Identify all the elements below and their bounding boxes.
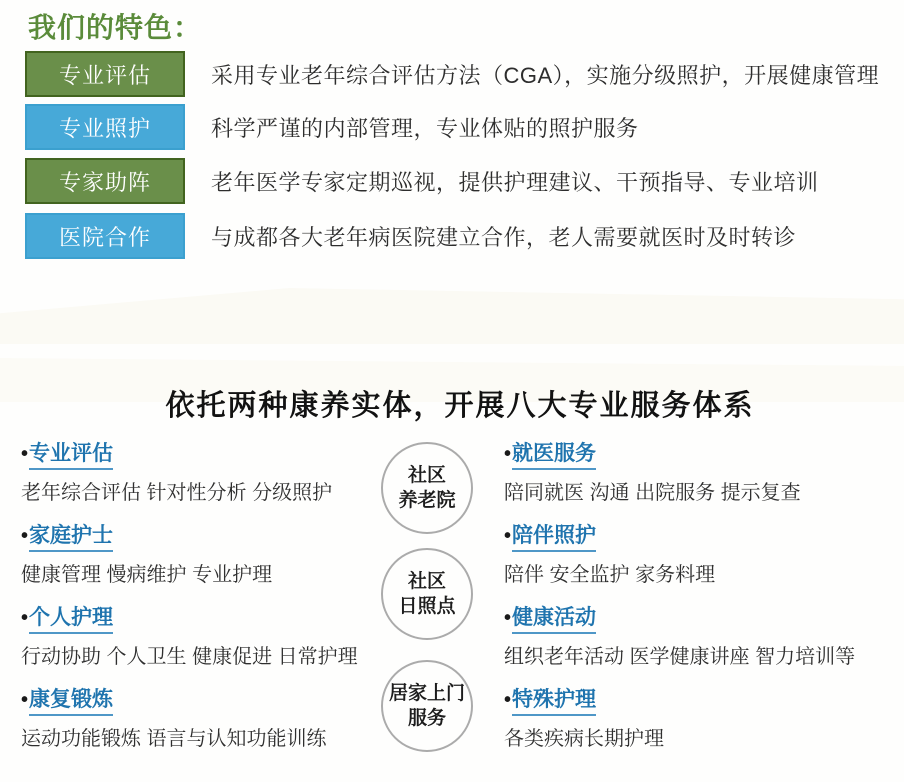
service-item [504,523,902,605]
feature-description: 与成都各大老年病医院建立合作，老人需要就医时及时转诊 [211,224,797,250]
service-item [21,605,391,687]
feature-row [25,156,819,206]
service-item [21,523,391,605]
entity-circle-community-nursing-home [381,442,473,534]
service-description: 运动功能锻炼 语言与认知功能训练 [21,728,327,750]
entity-line: 社区 [407,571,446,592]
service-link[interactable]: 健康活动 [512,605,596,634]
service-description: 行动协助 个人卫生 健康促进 日常护理 [21,646,358,668]
service-description: 陪同就医 沟通 出院服务 提示复查 [504,482,801,504]
bullet: • [21,443,29,465]
service-item [504,441,902,523]
bullet: • [21,607,29,629]
feature-description: 老年医学专家定期巡视，提供护理建议、干预指导、专业培训 [211,169,819,195]
service-item [504,687,902,769]
services-title: 依托两种康养实体，开展八大专业服务体系 [165,390,755,422]
services-right-column [504,441,902,769]
service-link[interactable]: 特殊护理 [512,687,596,716]
bullet: • [504,525,512,547]
feature-tag: 医院合作 [25,213,185,259]
feature-tag: 专家助阵 [25,158,185,204]
feature-row [25,211,796,261]
entity-line: 日照点 [398,596,456,617]
feature-description: 科学严谨的内部管理，专业体贴的照护服务 [211,115,639,141]
feature-tag: 专业评估 [25,51,185,97]
service-link[interactable]: 陪伴照护 [512,523,596,552]
service-description: 组织老年活动 医学健康讲座 智力培训等 [504,646,856,668]
service-link[interactable]: 康复锻炼 [29,687,113,716]
bullet: • [504,443,512,465]
feature-row [25,102,639,152]
features-title: 我们的特色： [28,12,203,43]
background-band [0,288,904,344]
services-left-column [21,441,391,769]
service-link[interactable]: 专业评估 [29,441,113,470]
entity-line: 养老院 [398,490,456,511]
entity-circle-home-visit [381,660,473,752]
entity-line: 居家上门 [388,683,465,704]
service-description: 老年综合评估 针对性分析 分级照护 [21,482,333,504]
bullet: • [21,689,29,711]
entity-line: 社区 [407,465,446,486]
feature-tag: 专业照护 [25,104,185,150]
service-description: 陪伴 安全监护 家务料理 [504,564,716,586]
feature-description: 采用专业老年综合评估方法（CGA），实施分级照护，开展健康管理 [211,62,880,88]
service-link[interactable]: 个人护理 [29,605,113,634]
feature-row [25,49,879,99]
service-description: 各类疾病长期护理 [504,728,664,750]
service-item [21,687,391,769]
entity-circle-community-daycare [381,548,473,640]
service-link[interactable]: 就医服务 [512,441,596,470]
service-description: 健康管理 慢病维护 专业护理 [21,564,273,586]
service-item [21,441,391,523]
bullet: • [504,689,512,711]
service-item [504,605,902,687]
bullet: • [21,525,29,547]
bullet: • [504,607,512,629]
service-link[interactable]: 家庭护士 [29,523,113,552]
entity-line: 服务 [407,708,446,729]
